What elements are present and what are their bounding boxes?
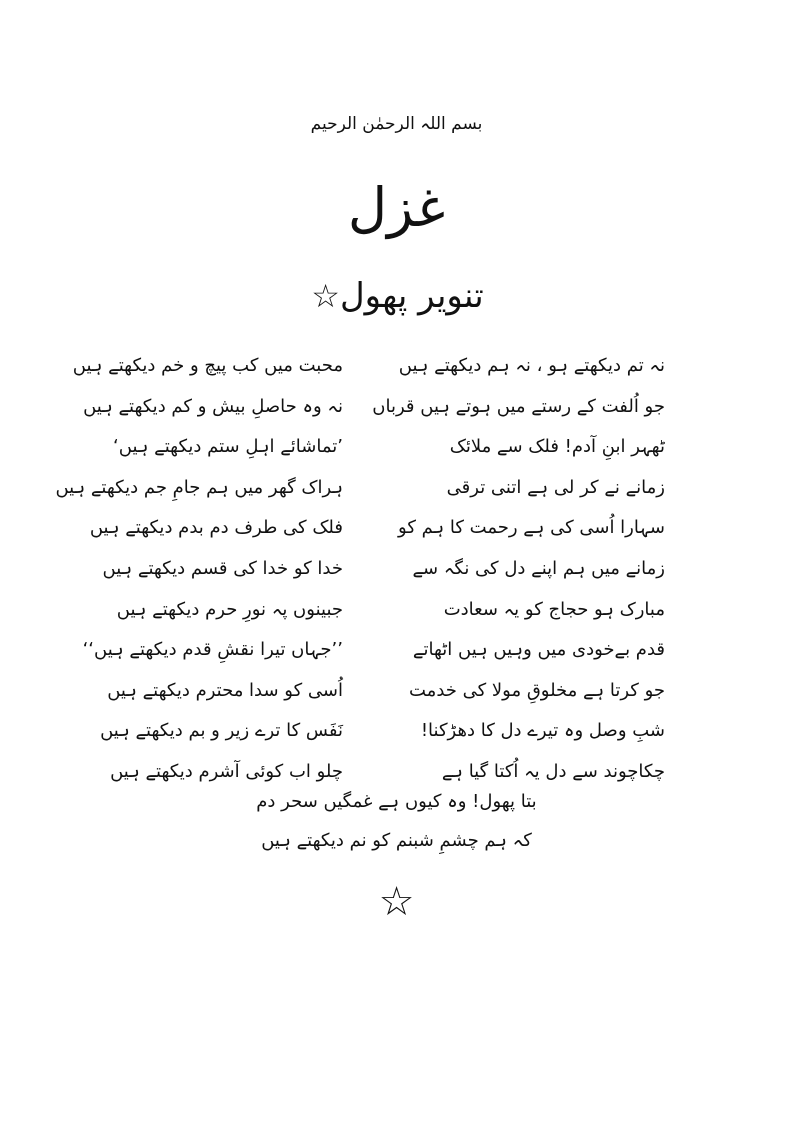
second-hemistich: محبت میں کب پیچ و خم دیکھتے ہیں bbox=[72, 355, 343, 376]
second-hemistich: اُسی کو سدا محترم دیکھتے ہیں bbox=[107, 679, 343, 701]
couplet bbox=[0, 549, 793, 590]
first-hemistich: قدم بےخودی میں وہیں ہیں اٹھاتے bbox=[412, 639, 665, 661]
couplet bbox=[0, 508, 793, 549]
star-icon: ☆ bbox=[378, 879, 415, 925]
page-title: غزل bbox=[347, 176, 446, 239]
second-hemistich: نہ وہ حاصلِ بیش و کم دیکھتے ہیں bbox=[83, 395, 343, 417]
first-hemistich: نہ تم دیکھتے ہو ، نہ ہم دیکھتے ہیں bbox=[398, 355, 665, 376]
poet-name: تنویر پھول bbox=[339, 276, 484, 316]
couplet bbox=[0, 630, 793, 671]
first-hemistich: مبارک ہو حجاج کو یہ سعادت bbox=[443, 598, 665, 620]
first-hemistich: ٹھہر ابنِ آدم! فلک سے ملائک bbox=[449, 436, 665, 458]
couplet bbox=[0, 387, 793, 428]
maqta-line-2: کہ ہم چشمِ شبنم کو نم دیکھتے ہیں bbox=[261, 830, 532, 851]
first-hemistich: شبِ وصل وہ تیرے دل کا دھڑکنا! bbox=[420, 720, 665, 742]
first-hemistich: جو اُلفت کے رستے میں ہوتے ہیں قرباں bbox=[372, 395, 665, 417]
second-hemistich: ’’جہاں تیرا نقشِ قدم دیکھتے ہیں‘‘ bbox=[82, 639, 343, 661]
poet-line bbox=[0, 268, 793, 324]
couplet bbox=[0, 346, 793, 387]
bismillah-heading: بسم اللہ الرحمٰن الرحیم bbox=[310, 114, 483, 134]
couplet bbox=[0, 468, 793, 509]
first-hemistich: زمانے میں ہم اپنے دل کی نگہ سے bbox=[412, 557, 665, 579]
second-hemistich: خدا کو خدا کی قسم دیکھتے ہیں bbox=[102, 557, 343, 579]
first-hemistich: سہارا اُسی کی ہے رحمت کا ہم کو bbox=[398, 517, 665, 539]
second-hemistich: فلک کی طرف دم بدم دیکھتے ہیں bbox=[89, 517, 343, 539]
couplet bbox=[0, 711, 793, 752]
first-hemistich: چکاچوند سے دل یہ اُکتا گیا ہے bbox=[441, 760, 665, 782]
first-hemistich: زمانے نے کر لی ہے اتنی ترقی bbox=[446, 476, 665, 498]
second-hemistich: ’تماشائے اہلِ ستم دیکھتے ہیں‘ bbox=[113, 436, 343, 458]
ghazal-couplets bbox=[0, 346, 793, 793]
second-hemistich: ہراک گھر میں ہم جامِ جم دیکھتے ہیں bbox=[55, 476, 343, 498]
couplet bbox=[0, 590, 793, 631]
second-hemistich: جبینوں پہ نورِ حرم دیکھتے ہیں bbox=[116, 598, 343, 620]
second-hemistich: نَفَس کا ترے زیر و بم دیکھتے ہیں bbox=[100, 720, 343, 742]
second-hemistich: چلو اب کوئی آشرم دیکھتے ہیں bbox=[110, 760, 343, 782]
maqta-line-1: بتا پھول! وہ کیوں ہے غمگیں سحر دم bbox=[256, 791, 537, 812]
couplet bbox=[0, 671, 793, 712]
couplet bbox=[0, 427, 793, 468]
first-hemistich: جو کرتا ہے مخلوقِ مولا کی خدمت bbox=[409, 679, 665, 701]
star-icon: ☆ bbox=[311, 277, 340, 315]
